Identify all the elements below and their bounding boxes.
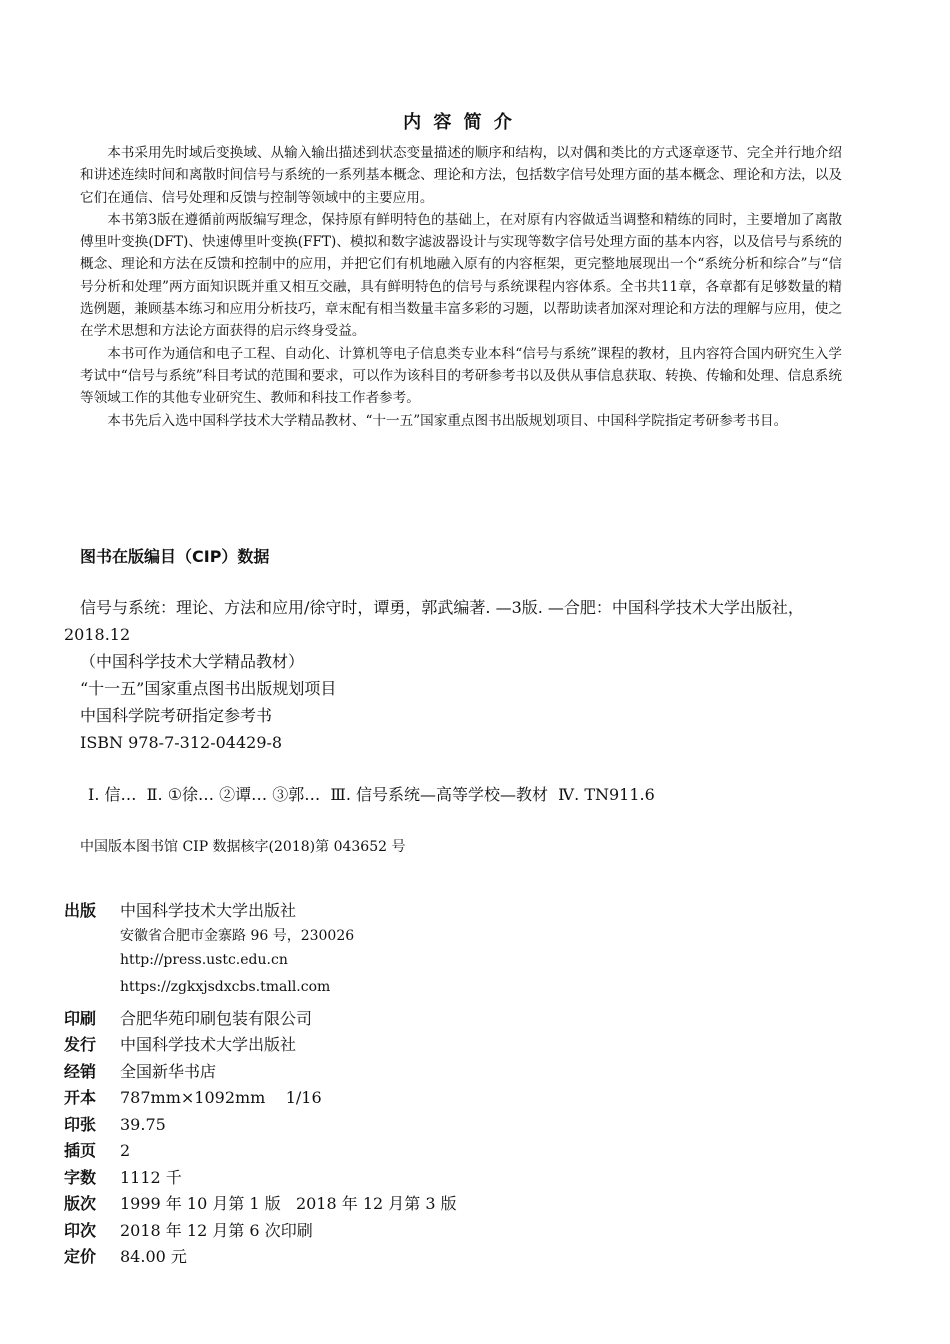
imprint-value: 2 — [120, 1141, 131, 1160]
cip-classification: Ⅰ. 信… Ⅱ. ①徐… ②谭… ③郭… Ⅲ. 信号系统—高等学校—教材 Ⅳ. TN911.6 — [88, 785, 655, 804]
imprint-label: 印次 — [64, 1220, 97, 1240]
imprint-label: 开本 — [64, 1088, 97, 1107]
imprint-label: 印张 — [64, 1114, 97, 1134]
imprint-label: 版次 — [64, 1194, 97, 1213]
imprint-label: 发行 — [64, 1035, 97, 1054]
summary-paragraph: 本书采用先时域后变换域、从输入输出描述到状态变量描述的顺序和结构，以对偶和类比的方式逐章逐节、完全并行地介绍和讲述连续时间和离散时间信号与系统的一系列基本概念、理论和方法，包括数字信号处理方面的基本概念、理论和方法，以及它们在通信、信号处理和反馈与控制等领域中的主要应用。 — [80, 145, 842, 206]
imprint-row-printing — [64, 1218, 764, 1245]
imprint-row-address — [64, 925, 764, 952]
imprint-value: 787mm×1092mm 1/16 — [120, 1088, 322, 1107]
summary-paragraph: 本书可作为通信和电子工程、自动化、计算机等电子信息类专业本科“信号与系统”课程的教材，且内容符合国内研究生入学考试中“信号与系统”科目考试的范围和要求，可以作为该科目的考研参考书以及供从事信息获取、转换、传输和处理、信息系统等领域工作的其他专业研究生、教师和科技工作者参考。 — [80, 345, 842, 407]
imprint-row-seller — [64, 1059, 764, 1086]
imprint-row-website — [64, 952, 764, 979]
cip-isbn: ISBN 978-7-312-04429-8 — [80, 733, 283, 752]
imprint-label: 插页 — [64, 1141, 97, 1160]
imprint-label: 出版 — [64, 901, 97, 920]
cip-title: 图书在版编目（CIP）数据 — [80, 547, 270, 566]
cip-line: 信号与系统：理论、方法和应用/徐守时，谭勇，郭武编著. —3版. —合肥：中国科学技术大学出版社，2018.12 — [64, 598, 804, 644]
imprint-address: 安徽省合肥市金寨路 96 号，230026 — [120, 927, 355, 944]
cip-line: 中国科学院考研指定参考书 — [80, 706, 273, 725]
imprint-row-words — [64, 1165, 764, 1192]
imprint-price: 84.00 元 — [120, 1247, 187, 1266]
imprint-value: 39.75 — [120, 1114, 166, 1134]
imprint-row-printer — [64, 1006, 764, 1033]
imprint-value: 2018 年 12 月第 6 次印刷 — [120, 1220, 313, 1240]
imprint-row-sheets — [64, 1112, 764, 1139]
cip-line: （中国科学技术大学精品教材） — [80, 652, 305, 671]
cip-entry — [64, 594, 864, 756]
imprint-label: 印刷 — [64, 1008, 97, 1028]
imprint-row-distributor — [64, 1032, 764, 1059]
imprint-value: 全国新华书店 — [120, 1061, 217, 1081]
imprint-label: 定价 — [64, 1247, 97, 1266]
imprint-row-edition — [64, 1191, 764, 1218]
store-link[interactable]: https://zgkxjsdxcbs.tmall.com — [120, 978, 331, 995]
summary-title: 内 容 简 介 — [403, 112, 515, 133]
imprint-value: 1112 千 — [120, 1167, 182, 1187]
imprint-label: 经销 — [64, 1061, 97, 1081]
imprint-value: 合肥华苑印刷包装有限公司 — [120, 1008, 313, 1028]
imprint-row-store — [64, 979, 764, 1006]
summary-body — [80, 142, 842, 432]
cip-line: “十一五”国家重点图书出版规划项目 — [80, 679, 337, 698]
imprint-row-format — [64, 1085, 764, 1112]
imprint-block — [64, 898, 764, 1271]
summary-paragraph: 本书第3版在遵循前两版编写理念，保持原有鲜明特色的基础上，在对原有内容做适当调整和精练的同时，主要增加了离散傅里叶变换(DFT)、快速傅里叶变换(FFT)、模拟和数字滤波器设计与实现等数字信号处理方面的基本内容，以及信号与系统的概念、理论和方法在反馈和控制中的应用，并把它们有机地融入原有的内容框架，更完整地展现出一个“系统分析和综合”与“信号分析和处理”两方面知识既并重又相互交融，具有鲜明特色的信号与系统课程内容体系。全书共11章，各章都有足够数量的精选例题，兼顾基本练习和应用分析技巧，章末配有相当数量丰富多彩的习题，以帮助读者加深对理论和方法的理解与应用，使之在学术思想和方法论方面获得的启示终身受益。 — [80, 211, 842, 340]
imprint-row-price — [64, 1244, 764, 1271]
imprint-value: 中国科学技术大学出版社 — [120, 901, 297, 920]
imprint-label: 字数 — [64, 1167, 97, 1187]
imprint-value: 1999 年 10 月第 1 版 2018 年 12 月第 3 版 — [120, 1194, 457, 1213]
imprint-row-publisher — [64, 898, 764, 925]
summary-paragraph: 本书先后入选中国科学技术大学精品教材、“十一五”国家重点图书出版规划项目、中国科学院指定考研参考书目。 — [107, 412, 788, 429]
imprint-row-inserts — [64, 1138, 764, 1165]
website-link[interactable]: http://press.ustc.edu.cn — [120, 951, 288, 968]
imprint-value: 中国科学技术大学出版社 — [120, 1035, 297, 1054]
cip-verification: 中国版本图书馆 CIP 数据核字(2018)第 043652 号 — [80, 839, 406, 855]
